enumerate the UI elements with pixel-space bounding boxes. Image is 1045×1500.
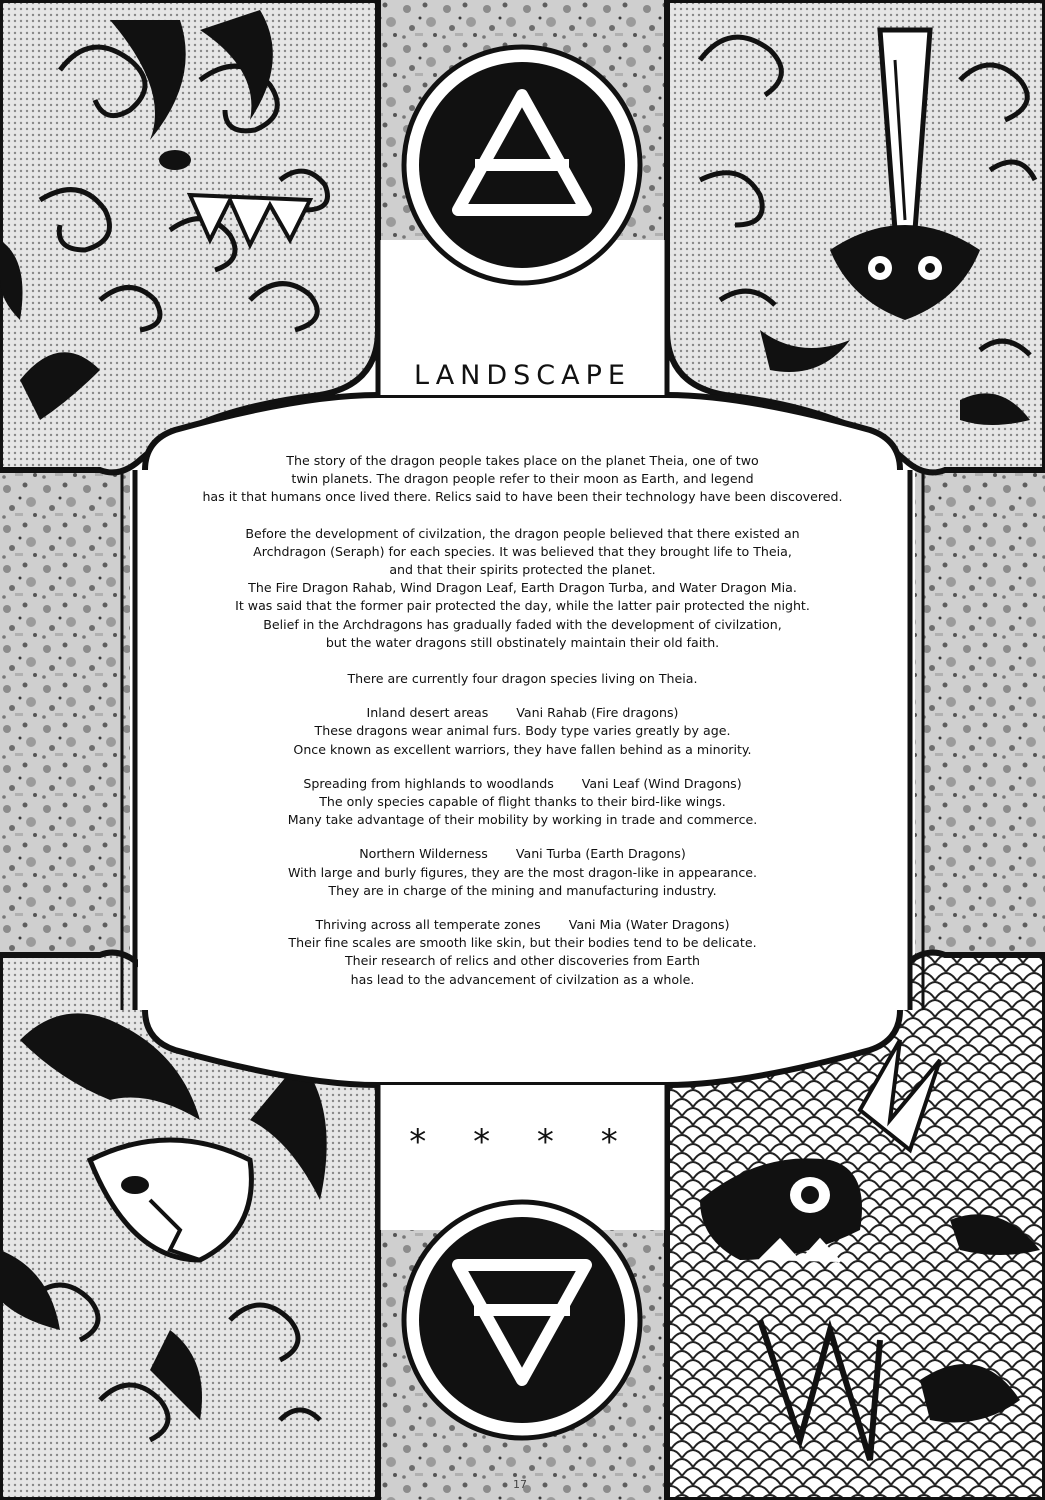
species-name: Vani Mia (Water Dragons)	[568, 917, 730, 933]
species-entry-wind	[180, 775, 865, 830]
intro-paragraph	[180, 452, 865, 507]
section-divider-stars: * * * *	[409, 1122, 636, 1162]
text-line: Once known as excellent warriors, they have fallen behind as a minority.	[293, 741, 752, 757]
species-name: Vani Leaf (Wind Dragons)	[581, 775, 742, 791]
text-line: With large and burly figures, they are the most dragon-like in appearance.	[288, 864, 757, 880]
species-intro	[180, 670, 865, 688]
text-line: has lead to the advancement of civilzation as a whole.	[350, 971, 695, 987]
text-line: Their research of relics and other discoveries from Earth	[344, 953, 701, 969]
text-line: These dragons wear animal furs. Body type varies greatly by age.	[314, 723, 731, 739]
species-region: Inland desert areas	[366, 705, 489, 721]
text-line: The only species capable of flight thanks to their bird-like wings.	[319, 794, 726, 810]
water-alchemy-symbol-icon	[404, 1202, 640, 1438]
text-line: Belief in the Archdragons has gradually faded with the development of civilzation,	[263, 616, 782, 632]
text-line: They are in charge of the mining and manufacturing industry.	[328, 882, 717, 898]
species-entry-earth	[180, 845, 865, 900]
species-region: Thriving across all temperate zones	[315, 917, 541, 933]
text-line: Their fine scales are smooth like skin, but their bodies tend to be delicate.	[288, 935, 757, 951]
text-line: Before the development of civilzation, the dragon people believed that there existed an	[245, 525, 800, 541]
lore-text-block	[180, 452, 865, 989]
text-line: There are currently four dragon species living on Theia.	[347, 671, 698, 687]
text-line: twin planets. The dragon people refer to their moon as Earth, and legend	[291, 471, 754, 487]
text-line: It was said that the former pair protected the day, while the latter pair protected the night.	[235, 598, 810, 614]
species-name: Vani Turba (Earth Dragons)	[515, 846, 686, 862]
text-line: The story of the dragon people takes place on the planet Theia, one of two	[286, 453, 759, 468]
species-region: Spreading from highlands to woodlands	[303, 775, 554, 791]
text-line: and that their spirits protected the planet.	[389, 562, 656, 578]
archdragons-paragraph	[180, 525, 865, 652]
species-name: Vani Rahab (Fire dragons)	[516, 705, 679, 721]
page-title: LANDSCAPE	[414, 360, 631, 391]
text-line: has it that humans once lived there. Relics said to have been their technology have been discovered.	[202, 489, 843, 505]
air-alchemy-symbol-icon	[404, 47, 640, 283]
text-line: The Fire Dragon Rahab, Wind Dragon Leaf, Earth Dragon Turba, and Water Dragon Mia.	[248, 580, 797, 596]
species-region: Northern Wilderness	[359, 846, 488, 862]
text-line: but the water dragons still obstinately maintain their old faith.	[325, 634, 720, 650]
species-entry-fire	[180, 704, 865, 759]
page-number: 17	[513, 1478, 527, 1491]
text-line: Archdragon (Seraph) for each species. It was believed that they brought life to Theia,	[253, 543, 792, 559]
species-entry-water	[180, 916, 865, 989]
text-line: Many take advantage of their mobility by working in trade and commerce.	[287, 812, 758, 828]
